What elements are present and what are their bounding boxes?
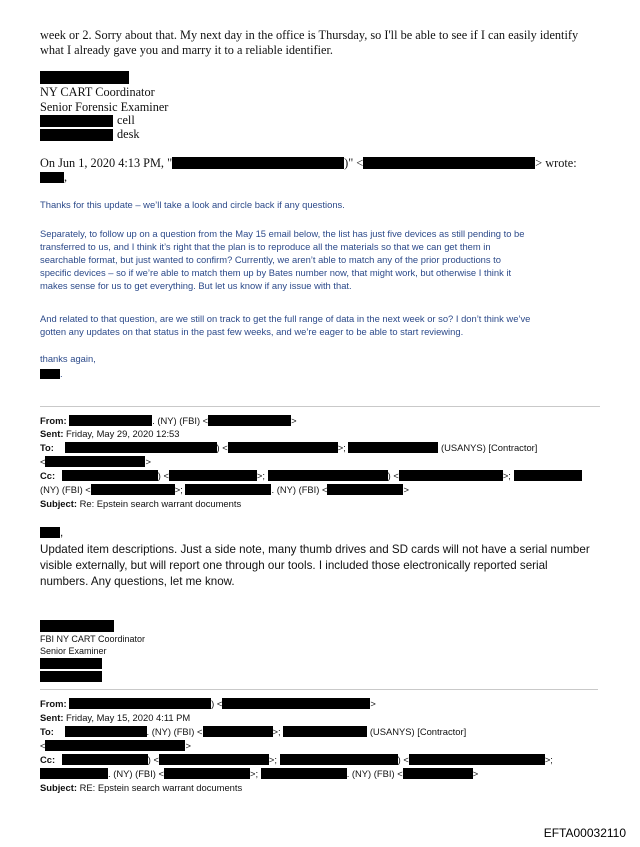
- email-to-cont: < >: [40, 740, 191, 751]
- redaction-box: [69, 698, 211, 709]
- redaction-box: [65, 442, 217, 453]
- reply-closing: thanks again,: [40, 353, 96, 364]
- signature-title: Senior Examiner: [40, 646, 107, 656]
- redaction-box: [40, 527, 60, 538]
- email-cc: Cc: ) < >; ) < >;: [40, 754, 553, 765]
- redaction-box: [164, 768, 250, 779]
- redaction-box: [62, 470, 158, 481]
- reply-line: specific devices – so if we’re able to match them up by Bates number now, that might work, but otherwise I think it: [40, 267, 512, 278]
- redaction-box: [45, 456, 145, 467]
- redaction-box: [283, 726, 367, 737]
- email-cc-cont: (NY) (FBI) < >; . (NY) (FBI) < >: [40, 484, 409, 495]
- email-to: To: ) < >; (USANYS) [Contractor]: [40, 442, 538, 453]
- redaction-box: [40, 620, 114, 632]
- body-greeting: ,: [40, 525, 63, 541]
- email-to-cont: < >: [40, 456, 151, 467]
- redaction-box: [40, 369, 60, 379]
- quote-suffix: > wrote:: [535, 156, 577, 170]
- redaction-box: [169, 470, 257, 481]
- redaction-box: [172, 157, 344, 169]
- signature-title: NY CART Coordinator: [40, 85, 155, 99]
- redaction-box: [40, 115, 113, 127]
- redaction-box: [409, 754, 545, 765]
- redaction-box: [185, 484, 271, 495]
- redaction-box: [45, 740, 185, 751]
- quote-prefix: On Jun 1, 2020 4:13 PM, ": [40, 156, 173, 170]
- signature-cell: cell: [117, 113, 135, 127]
- redaction-box: [69, 415, 152, 426]
- body-line: week or 2. Sorry about that. My next day in the office is Thursday, so I'll be able to see if I can easily identify: [40, 28, 579, 42]
- document-id: EFTA00032110: [543, 826, 626, 840]
- email-from: From: ) < >: [40, 698, 376, 709]
- redaction-box: [40, 658, 102, 669]
- reply-line: And related to that question, are we still on track to get the full range of data in the next week or so? I don’t think we’ve: [40, 313, 531, 324]
- redaction-box: [40, 129, 113, 141]
- reply-line: transferred to us, and I think it’s right that the plan is to reproduce all the materials so that we can get them in: [40, 241, 491, 252]
- signature-desk: desk: [117, 127, 140, 141]
- email-cc: Cc: ) < >; ) < >;: [40, 469, 582, 482]
- email-sent: Sent: Friday, May 15, 2020 4:11 PM: [40, 712, 191, 723]
- body-line: what I already gave you and marry it to a reliable identifier.: [40, 43, 333, 57]
- reply-line: searchable format, but just wanted to confirm? Currently, we aren’t able to match any of the prior productions to: [40, 254, 501, 265]
- body-line: visible externally, but will report one through our tools. I included those electronically reported serial: [40, 559, 548, 572]
- signature-title: Senior Forensic Examiner: [40, 100, 169, 114]
- redaction-box: [65, 726, 147, 737]
- redaction-box: [40, 768, 108, 779]
- email-from: From: . (NY) (FBI) < >: [40, 415, 297, 426]
- reply-paragraph: Thanks for this update – we’ll take a look and circle back if any questions.: [40, 199, 345, 210]
- redaction-box: [40, 71, 129, 84]
- email-subject: Subject: Re: Epstein search warrant documents: [40, 498, 242, 509]
- email-sent: Sent: Friday, May 29, 2020 12:53: [40, 428, 180, 439]
- signature-title: FBI NY CART Coordinator: [40, 634, 146, 644]
- redaction-box: [348, 442, 438, 453]
- redaction-box: [399, 470, 503, 481]
- reply-line: makes sense for us to get everything. But let us know if any issue with that.: [40, 280, 352, 291]
- email-to: To: . (NY) (FBI) < >; (USANYS) [Contractor]: [40, 726, 467, 737]
- redaction-box: [222, 698, 370, 709]
- redaction-box: [403, 768, 473, 779]
- redaction-box: [268, 470, 388, 481]
- redaction-box: [40, 671, 102, 682]
- redaction-box: [208, 415, 291, 426]
- redaction-box: [363, 157, 535, 169]
- redaction-box: [228, 442, 338, 453]
- reply-signoff: .: [40, 367, 63, 380]
- body-line: numbers. Any questions, let me know.: [40, 575, 235, 588]
- redaction-box: [514, 470, 582, 481]
- email-cc-cont: . (NY) (FBI) < >; . (NY) (FBI) < >: [40, 767, 478, 780]
- redaction-box: [62, 754, 148, 765]
- redaction-box: [159, 754, 269, 765]
- email-subject: Subject: RE: Epstein search warrant documents: [40, 782, 243, 793]
- body-line: Updated item descriptions. Just a side note, many thumb drives and SD cards will not have a serial number: [40, 543, 590, 556]
- email-divider: [40, 689, 598, 690]
- reply-line: gotten any updates on that status in the past few weeks, and we’re eager to be able to start reviewing.: [40, 326, 464, 337]
- redaction-box: [91, 484, 175, 495]
- quote-header: [40, 156, 577, 171]
- quote-middle: )" <: [344, 156, 364, 170]
- redaction-box: [203, 726, 273, 737]
- email-divider: [40, 406, 600, 407]
- redaction-box: [327, 484, 403, 495]
- redaction-box: [261, 768, 347, 779]
- redaction-box: [40, 172, 64, 183]
- reply-line: Separately, to follow up on a question from the May 15 email below, the list has just five devices as still pending to be: [40, 228, 525, 239]
- redaction-box: [280, 754, 398, 765]
- quote-name-line: ,: [40, 170, 67, 185]
